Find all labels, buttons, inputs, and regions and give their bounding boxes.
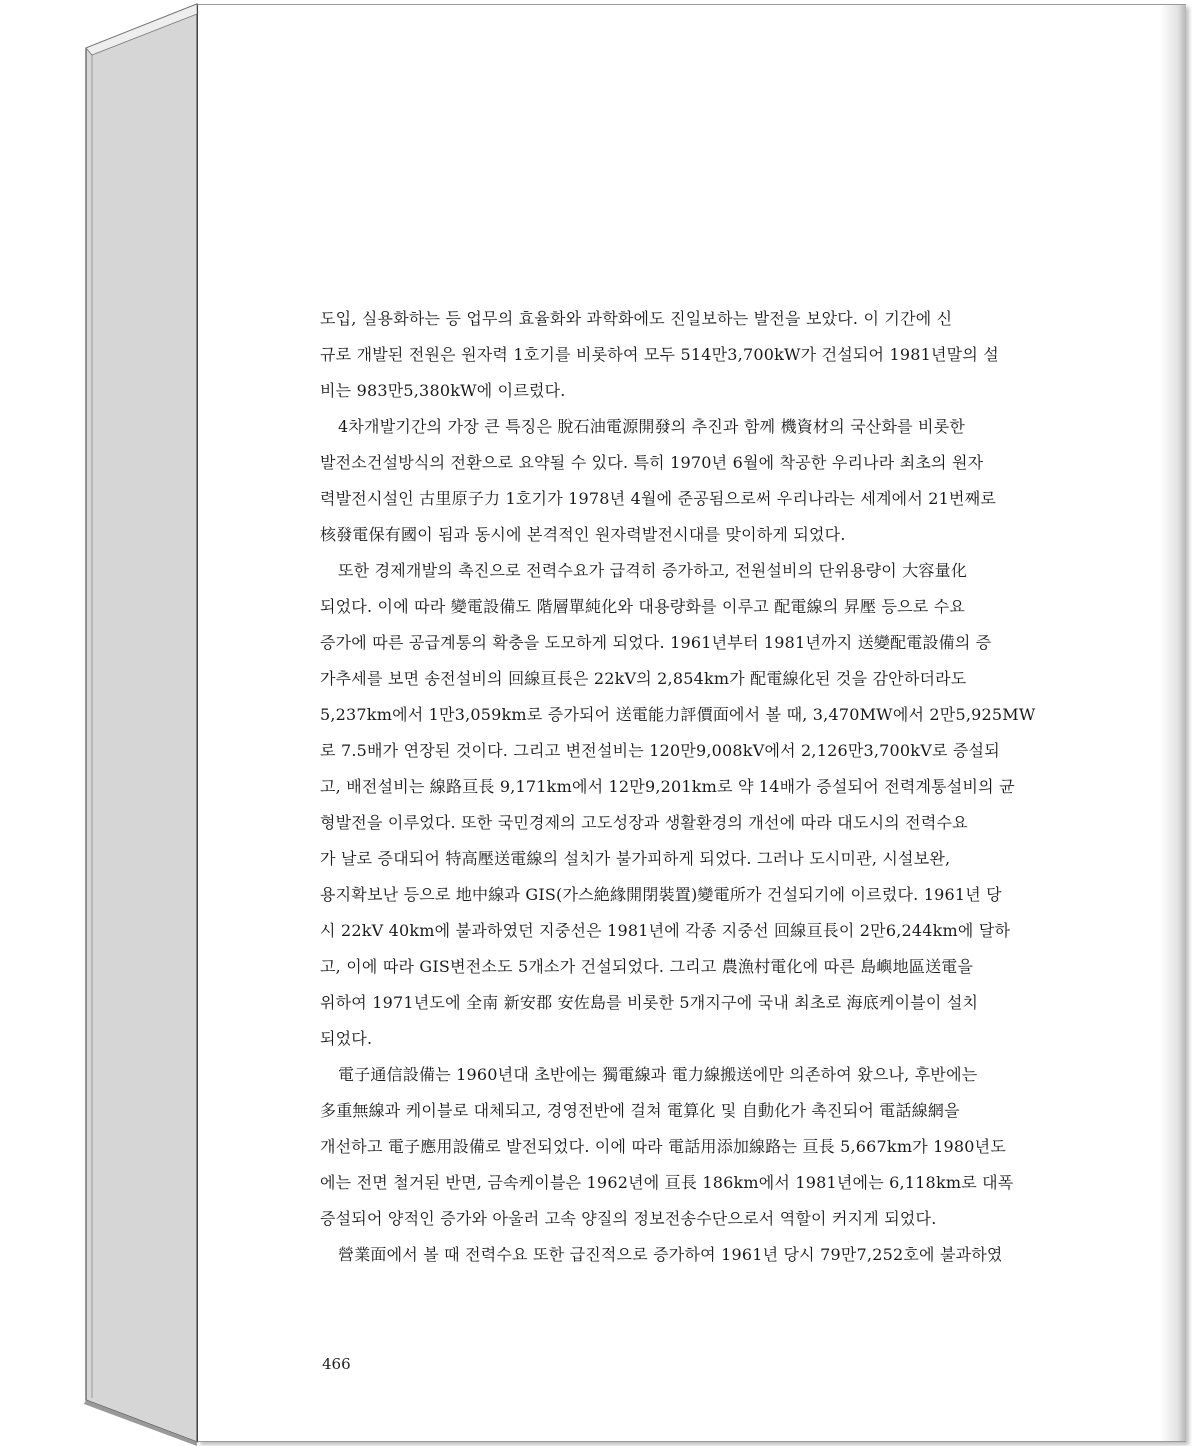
text-line: 營業面에서 볼 때 전력수요 또한 급진적으로 증가하여 1961년 당시 79만7,252호에 불과하였: [338, 1245, 1003, 1264]
text-line: 비는 983만5,380kW에 이르렀다.: [320, 381, 566, 400]
text-line: 력발전시설인 古里原子力 1호기가 1978년 4월에 준공됨으로써 우리나라는 세계에서 21번째로: [320, 489, 997, 508]
text-line: 개선하고 電子應用設備로 발전되었다. 이에 따라 電話用添加線路는 亘長 5,667km가 1980년도: [320, 1137, 1006, 1156]
text-line: 가추세를 보면 송전설비의 回線亘長은 22kV의 2,854km가 配電線化된 것을 감안하더라도: [320, 669, 967, 688]
text-line: 되었다. 이에 따라 變電設備도 階層單純化와 대용량화를 이루고 配電線의 昇壓 등으로 수요: [320, 597, 966, 616]
paragraph-1: [320, 301, 1084, 409]
text-line: 가 날로 증대되어 特高壓送電線의 설치가 불가피하게 되었다. 그러나 도시미관, 시설보완,: [320, 849, 951, 868]
text-line: 또한 경제개발의 촉진으로 전력수요가 급격히 증가하고, 전원설비의 단위용량이 大容量化: [338, 561, 968, 580]
text-line: 시 22kV 40km에 불과하였던 지중선은 1981년에 각종 지중선 回線亘長이 2만6,244km에 달하: [320, 921, 1011, 940]
text-line: 되었다.: [320, 1029, 373, 1048]
paragraph-3: [320, 553, 1084, 1057]
text-line: 발전소건설방식의 전환으로 요약될 수 있다. 특히 1970년 6월에 착공한 우리나라 최초의 원자: [320, 453, 984, 472]
text-line: 로 7.5배가 연장된 것이다. 그리고 변전설비는 120만9,008kV에서 2,126만3,700kV로 증설되: [320, 741, 1000, 760]
text-line: 규로 개발된 전원은 원자력 1호기를 비롯하여 모두 514만3,700kW가 건설되어 1981년말의 설: [320, 345, 999, 364]
text-line: 증설되어 양적인 증가와 아울러 고속 양질의 정보전송수단으로서 역할이 커지게 되었다.: [320, 1209, 937, 1228]
text-line: 4차개발기간의 가장 큰 특징은 脫石油電源開發의 추진과 함께 機資材의 국산화를 비롯한: [338, 417, 966, 436]
page-curl-shadow: [1160, 5, 1186, 1441]
text-line: 多重無線과 케이블로 대체되고, 경영전반에 걸쳐 電算化 및 自動化가 촉진되어 電話線網을: [320, 1101, 960, 1120]
text-line: 에는 전면 철거된 반면, 금속케이블은 1962년에 亘長 186km에서 1981년에는 6,118km로 대폭: [320, 1173, 1014, 1192]
text-line: 위하여 1971년도에 全南 新安郡 安佐島를 비롯한 5개지구에 국내 최초로 海底케이블이 설치: [320, 993, 979, 1012]
book-spine-edge: [0, 0, 200, 1446]
text-line: 5,237km에서 1만3,059km로 증가되어 送電能力評價面에서 볼 때, 3,470MW에서 2만5,925MW: [320, 705, 1036, 724]
page-number: 466: [322, 1355, 351, 1373]
text-line: 형발전을 이루었다. 또한 국민경제의 고도성장과 생활환경의 개선에 따라 대도시의 전력수요: [320, 813, 968, 832]
text-line: 도입, 실용화하는 등 업무의 효율화와 과학화에도 진일보하는 발전을 보았다. 이 기간에 신: [320, 309, 953, 328]
paragraph-4: [320, 1057, 1084, 1237]
text-line: 電子通信設備는 1960년대 초반에는 獨電線과 電力線搬送에만 의존하여 왔으나, 후반에는: [338, 1065, 978, 1084]
text-line: 고, 배전설비는 線路亘長 9,171km에서 12만9,201km로 약 14배가 증설되어 전력계통설비의 균: [320, 777, 1015, 796]
text-line: 고, 이에 따라 GIS변전소도 5개소가 건설되었다. 그리고 農漁村電化에 따른 島嶼地區送電을: [320, 957, 974, 976]
paragraph-2: [320, 409, 1084, 553]
body-text: [320, 301, 1084, 1273]
text-line: 증가에 따른 공급계통의 확충을 도모하게 되었다. 1961년부터 1981년까지 送變配電設備의 증: [320, 633, 992, 652]
text-line: 核發電保有國이 됨과 동시에 본격적인 원자력발전시대를 맞이하게 되었다.: [320, 525, 846, 544]
document-page: [197, 4, 1186, 1442]
paragraph-5: [320, 1237, 1084, 1273]
text-line: 용지확보난 등으로 地中線과 GIS(가스絶緣開閉裝置)變電所가 건설되기에 이르렀다. 1961년 당: [320, 885, 1002, 904]
